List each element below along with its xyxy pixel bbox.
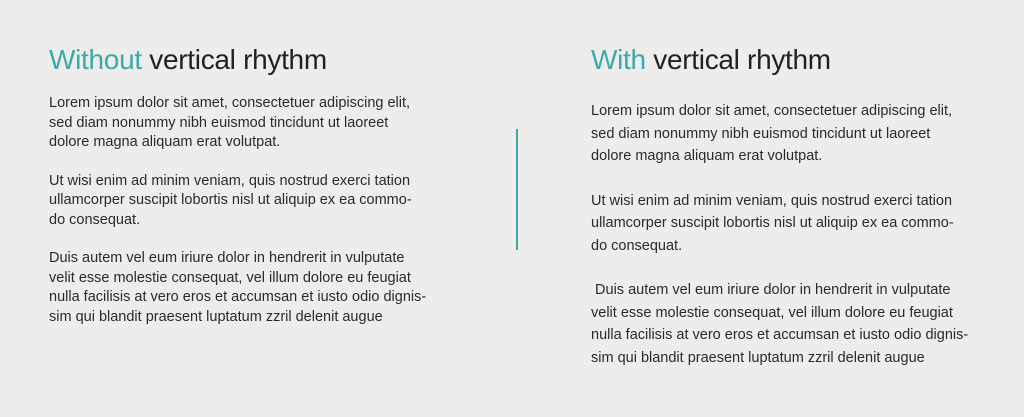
right-paragraph-1 (591, 100, 968, 168)
text-line: dolore magna aliquam erat volutpat. (591, 148, 823, 164)
right-title-rest: vertical rhythm (645, 44, 831, 75)
right-body (591, 100, 968, 391)
right-paragraph-3 (591, 279, 968, 369)
left-title (49, 40, 327, 80)
left-body (49, 94, 426, 346)
right-paragraph-2 (591, 190, 968, 258)
text-line: ullamcorper suscipit lobortis nisl ut aliquip ex ea commo- (49, 192, 412, 208)
text-line: sed diam nonummy nibh euismod tincidunt ut laoreet (591, 125, 931, 142)
text-line: do consequat. (591, 237, 683, 254)
text-line: Ut wisi enim ad minim veniam, quis nostrud exerci tation (49, 172, 411, 189)
text-line: velit esse molestie consequat, vel illum dolore eu feugiat (49, 269, 411, 286)
text-line: dolore magna aliquam erat volutpat. (49, 134, 281, 150)
text-line: Duis autem vel eum iriure dolor in hendrerit in vulputate (49, 250, 405, 266)
text-line: Lorem ipsum dolor sit amet, consectetuer adipiscing elit, (49, 95, 411, 111)
text-line: Ut wisi enim ad minim veniam, quis nostrud exerci tation (591, 192, 953, 209)
left-title-rest: vertical rhythm (141, 44, 327, 75)
text-line: sim qui blandit praesent luptatum zzril delenit augue (49, 308, 383, 325)
right-title (591, 40, 831, 80)
text-line: do consequat. (49, 211, 141, 228)
left-paragraph-2 (49, 172, 426, 231)
left-paragraph-1 (49, 94, 426, 153)
text-line: sim qui blandit praesent luptatum zzril delenit augue (591, 349, 925, 366)
text-line: sed diam nonummy nibh euismod tincidunt ut laoreet (49, 114, 389, 131)
right-title-accent: With (591, 44, 646, 75)
left-paragraph-3 (49, 249, 426, 327)
text-line: Duis autem vel eum iriure dolor in hendrerit in vulputate (591, 282, 951, 298)
text-line: nulla facilisis at vero eros et accumsan et iusto odio dignis- (591, 327, 969, 343)
center-divider (516, 129, 518, 250)
left-title-accent: Without (49, 44, 142, 75)
text-line: nulla facilisis at vero eros et accumsan et iusto odio dignis- (49, 289, 427, 305)
text-line: velit esse molestie consequat, vel illum dolore eu feugiat (591, 304, 953, 321)
text-line: ullamcorper suscipit lobortis nisl ut aliquip ex ea commo- (591, 215, 954, 231)
text-line: Lorem ipsum dolor sit amet, consectetuer adipiscing elit, (591, 103, 953, 119)
